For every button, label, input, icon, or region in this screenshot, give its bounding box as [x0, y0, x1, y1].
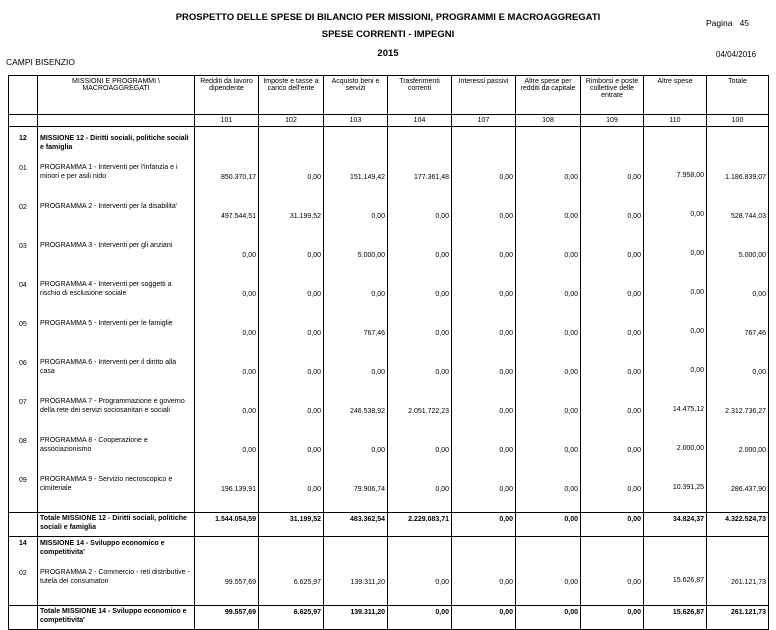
mission-label: MISSIONE 14 - Sviluppo economico e competitivita' [38, 537, 195, 567]
amount-cell: 767,46 [324, 317, 388, 356]
amount-cell: 0,00 [388, 200, 452, 239]
total-amount-cell: 0,00 [516, 513, 581, 537]
total-amount-cell: 139.311,20 [324, 606, 388, 630]
program-code: 04 [9, 278, 38, 317]
column-header: Imposte e tasse a carico dell'ente [259, 76, 324, 115]
empty-cell [388, 132, 452, 161]
column-header: Interessi passivi [452, 76, 516, 115]
program-label: PROGRAMMA 2 - Commercio - reti distributive - tutela dei consumatori [38, 566, 195, 606]
empty-cell [452, 537, 516, 567]
program-code: 07 [9, 395, 38, 434]
column-code: 101 [195, 115, 259, 127]
program-label: PROGRAMMA 5 - Interventi per le famiglie [38, 317, 195, 356]
empty-cell [581, 537, 644, 567]
amount-cell: 0,00 [452, 566, 516, 606]
amount-cell: 0,00 [259, 434, 324, 473]
total-amount-cell: 0,00 [452, 513, 516, 537]
total-amount-cell: 99.557,69 [195, 606, 259, 630]
empty-cell [516, 537, 581, 567]
amount-cell: 0,00 [259, 239, 324, 278]
amount-cell: 0,00 [388, 566, 452, 606]
empty-cell [644, 132, 707, 161]
total-amount-cell: 0,00 [581, 606, 644, 630]
program-code: 01 [9, 161, 38, 200]
amount-cell: 0,00 [452, 200, 516, 239]
total-amount-cell: 0,00 [388, 606, 452, 630]
total-amount-cell: 483.362,54 [324, 513, 388, 537]
empty-cell [516, 132, 581, 161]
amount-cell: 177.361,48 [388, 161, 452, 200]
amount-cell: 0,00 [581, 161, 644, 200]
amount-cell: 0,00 [195, 434, 259, 473]
amount-cell: 0,00 [516, 434, 581, 473]
program-code: 02 [9, 566, 38, 606]
amount-cell: 0,00 [452, 161, 516, 200]
amount-cell: 0,00 [707, 356, 769, 395]
page-indicator [706, 18, 749, 28]
amount-cell: 0,00 [195, 317, 259, 356]
amount-cell: 2.051.722,23 [388, 395, 452, 434]
amount-cell: 0,00 [516, 473, 581, 513]
amount-cell: 0,00 [259, 395, 324, 434]
amount-cell: 0,00 [581, 434, 644, 473]
amount-cell: 0,00 [452, 317, 516, 356]
empty-cell [388, 537, 452, 567]
report-subtitle: SPESE CORRENTI - IMPEGNI [321, 29, 455, 40]
expense-table [8, 75, 769, 630]
amount-cell: 0,00 [581, 317, 644, 356]
amount-cell: 0,00 [581, 239, 644, 278]
program-label: PROGRAMMA 3 - Interventi per gli anziani [38, 239, 195, 278]
amount-cell: 0,00 [644, 317, 707, 356]
total-amount-cell: 1.544.054,59 [195, 513, 259, 537]
amount-cell: 0,00 [516, 317, 581, 356]
total-amount-cell: 6.625,97 [259, 606, 324, 630]
empty-cell [195, 537, 259, 567]
empty-cell [644, 537, 707, 567]
total-amount-cell: 0,00 [516, 606, 581, 630]
total-amount-cell: 2.229.083,71 [388, 513, 452, 537]
program-label: PROGRAMMA 9 - Servizio necroscopico e cimiteriale [38, 473, 195, 513]
amount-cell: 0,00 [452, 356, 516, 395]
total-amount-cell: 34.824,37 [644, 513, 707, 537]
amount-cell: 0,00 [388, 278, 452, 317]
column-header: Rimborsi e poste collettive delle entrate [581, 76, 644, 115]
amount-cell: 0,00 [581, 395, 644, 434]
mission-label: MISSIONE 12 - Diritti sociali, politiche sociali e famiglia [38, 132, 195, 161]
report-title: PROSPETTO DELLE SPESE DI BILANCIO PER MISSIONI, PROGRAMMI E MACROAGGREGATI [175, 12, 601, 23]
amount-cell: 286.437,90 [707, 473, 769, 513]
program-label: PROGRAMMA 7 - Programmazione e governo della rete dei servizi sociosanitari e sociali [38, 395, 195, 434]
amount-cell: 0,00 [324, 356, 388, 395]
amount-cell: 0,00 [516, 239, 581, 278]
amount-cell: 6.625,97 [259, 566, 324, 606]
amount-cell: 0,00 [516, 356, 581, 395]
amount-cell: 0,00 [452, 473, 516, 513]
amount-cell: 0,00 [388, 473, 452, 513]
empty-cell [324, 132, 388, 161]
mission-total-row [9, 606, 769, 630]
amount-cell: 0,00 [259, 278, 324, 317]
report-year: 2015 [377, 48, 399, 59]
amount-cell: 0,00 [452, 395, 516, 434]
amount-cell: 0,00 [259, 317, 324, 356]
program-label: PROGRAMMA 2 - Interventi per la disabilita' [38, 200, 195, 239]
amount-cell: 79.906,74 [324, 473, 388, 513]
column-code: 109 [581, 115, 644, 127]
program-code: 02 [9, 200, 38, 239]
amount-cell: 497.544,51 [195, 200, 259, 239]
page-number: 45 [739, 18, 750, 28]
program-label: PROGRAMMA 4 - Interventi per soggetti a rischio di esclusione sociale [38, 278, 195, 317]
amount-cell: 0,00 [581, 566, 644, 606]
total-amount-cell: 0,00 [452, 606, 516, 630]
empty-cell [9, 606, 38, 630]
program-code: 08 [9, 434, 38, 473]
total-amount-cell: 4.322.524,73 [707, 513, 769, 537]
column-header: Trasferimenti correnti [388, 76, 452, 115]
amount-cell: 0,00 [581, 278, 644, 317]
program-label: PROGRAMMA 8 - Cooperazione e associazionismo [38, 434, 195, 473]
column-code: 107 [452, 115, 516, 127]
amount-cell: 767,46 [707, 317, 769, 356]
amount-cell: 0,00 [452, 434, 516, 473]
amount-cell: 0,00 [259, 356, 324, 395]
amount-cell: 1.186.839,07 [707, 161, 769, 200]
total-amount-cell: 31.199,52 [259, 513, 324, 537]
program-row [9, 356, 769, 395]
empty-cell [707, 537, 769, 567]
column-code: 104 [388, 115, 452, 127]
column-code: 102 [259, 115, 324, 127]
program-row [9, 473, 769, 513]
program-code: 03 [9, 239, 38, 278]
amount-cell: 0,00 [388, 317, 452, 356]
amount-cell: 5.000,00 [324, 239, 388, 278]
amount-cell: 0,00 [324, 278, 388, 317]
amount-cell: 0,00 [452, 278, 516, 317]
empty-cell [324, 537, 388, 567]
total-amount-cell: 0,00 [581, 513, 644, 537]
mission-code: 12 [9, 132, 38, 161]
column-code: 100 [707, 115, 769, 127]
amount-cell: 0,00 [516, 566, 581, 606]
amount-cell: 31.199,52 [259, 200, 324, 239]
empty-cell [707, 132, 769, 161]
amount-cell: 0,00 [324, 434, 388, 473]
amount-cell: 0,00 [195, 278, 259, 317]
empty-cell [452, 132, 516, 161]
empty-cell [259, 132, 324, 161]
amount-cell: 0,00 [516, 200, 581, 239]
amount-cell: 0,00 [581, 473, 644, 513]
amount-cell: 528.744,03 [707, 200, 769, 239]
mission-row [9, 537, 769, 567]
amount-cell: 7.958,00 [644, 161, 707, 200]
total-amount-cell: 261.121,73 [707, 606, 769, 630]
empty-cell [195, 132, 259, 161]
program-code: 06 [9, 356, 38, 395]
amount-cell: 0,00 [388, 356, 452, 395]
amount-cell: 0,00 [644, 200, 707, 239]
column-code: 103 [324, 115, 388, 127]
program-code: 05 [9, 317, 38, 356]
column-header: Acquisto beni e servizi [324, 76, 388, 115]
mission-total-row [9, 513, 769, 537]
column-code: 108 [516, 115, 581, 127]
amount-cell: 246.538,92 [324, 395, 388, 434]
empty-cell [9, 513, 38, 537]
amount-cell: 2.312.736,27 [707, 395, 769, 434]
empty-cell [581, 132, 644, 161]
column-header: Altre spese per redditi da capitale [516, 76, 581, 115]
amount-cell: 0,00 [195, 356, 259, 395]
mission-row [9, 132, 769, 161]
column-header: Totale [707, 76, 769, 115]
amount-cell: 0,00 [195, 395, 259, 434]
amount-cell: 0,00 [195, 239, 259, 278]
program-row [9, 278, 769, 317]
program-row [9, 317, 769, 356]
amount-cell: 0,00 [707, 278, 769, 317]
amount-cell: 0,00 [644, 356, 707, 395]
amount-cell: 850.370,17 [195, 161, 259, 200]
page-label: Pagina [706, 18, 733, 28]
empty-cell [259, 537, 324, 567]
amount-cell: 0,00 [581, 200, 644, 239]
program-label: PROGRAMMA 6 - Interventi per il diritto alla casa [38, 356, 195, 395]
amount-cell: 2.000,00 [707, 434, 769, 473]
amount-cell: 151.149,42 [324, 161, 388, 200]
report-date: 04/04/2016 [716, 50, 757, 59]
column-header-row [9, 76, 769, 115]
amount-cell: 0,00 [516, 278, 581, 317]
program-code: 09 [9, 473, 38, 513]
mission-code: 14 [9, 537, 38, 567]
entity-name: CAMPI BISENZIO [6, 57, 75, 67]
amount-cell: 2.000,00 [644, 434, 707, 473]
program-row [9, 161, 769, 200]
total-label: Totale MISSIONE 12 - Diritti sociali, politiche sociali e famiglia [38, 513, 195, 537]
amount-cell: 0,00 [259, 161, 324, 200]
amount-cell: 14.475,12 [644, 395, 707, 434]
amount-cell: 0,00 [324, 200, 388, 239]
program-row [9, 200, 769, 239]
amount-cell: 0,00 [516, 395, 581, 434]
amount-cell: 5.000,00 [707, 239, 769, 278]
amount-cell: 0,00 [388, 434, 452, 473]
amount-cell: 15.626,87 [644, 566, 707, 606]
column-code: 110 [644, 115, 707, 127]
amount-cell: 0,00 [644, 278, 707, 317]
amount-cell: 0,00 [516, 161, 581, 200]
column-header: MISSIONI E PROGRAMMI \ MACROAGGREGATI [38, 76, 195, 115]
amount-cell: 0,00 [644, 239, 707, 278]
amount-cell: 0,00 [581, 356, 644, 395]
program-label: PROGRAMMA 1 - Interventi per l'infanzia e i minori e per asili nido [38, 161, 195, 200]
total-label: Totale MISSIONE 14 - Sviluppo economico e competitivita' [38, 606, 195, 630]
amount-cell: 0,00 [452, 239, 516, 278]
column-code-row [9, 115, 769, 127]
amount-cell: 0,00 [388, 239, 452, 278]
amount-cell: 261.121,73 [707, 566, 769, 606]
amount-cell: 139.311,20 [324, 566, 388, 606]
total-amount-cell: 15.626,87 [644, 606, 707, 630]
column-header-code [9, 76, 38, 115]
program-row [9, 239, 769, 278]
program-row [9, 434, 769, 473]
amount-cell: 196.139,91 [195, 473, 259, 513]
amount-cell: 10.391,25 [644, 473, 707, 513]
program-row [9, 395, 769, 434]
amount-cell: 0,00 [259, 473, 324, 513]
column-header: Redditi da lavoro dipendente [195, 76, 259, 115]
amount-cell: 99.557,69 [195, 566, 259, 606]
column-header: Altre spese [644, 76, 707, 115]
